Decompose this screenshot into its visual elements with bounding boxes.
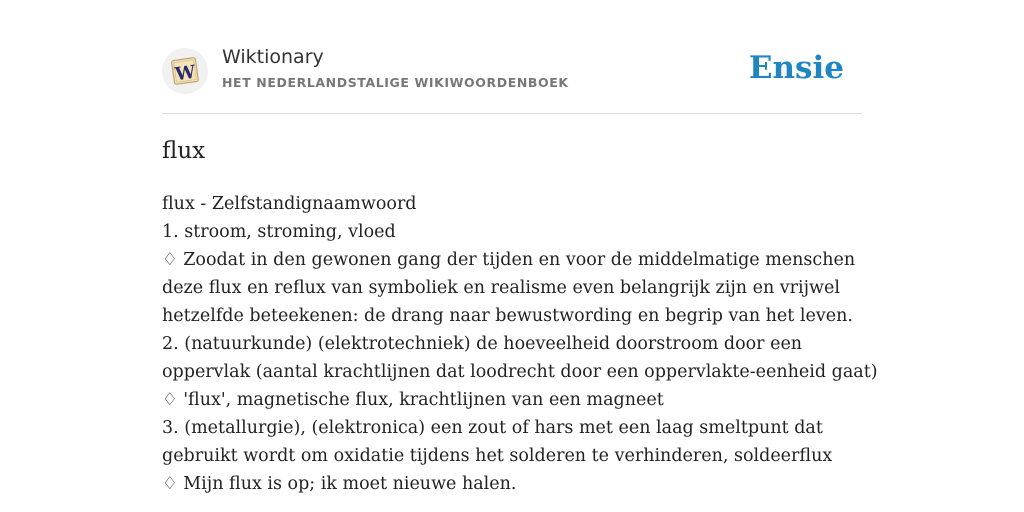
- entry-line: hetzelfde beteekenen: de drang naar bewustwording en begrip van het leven.: [162, 306, 853, 326]
- ensie-brand-link[interactable]: Ensie: [748, 50, 844, 86]
- page: [162, 0, 878, 512]
- site-title[interactable]: Wiktionary: [222, 46, 324, 68]
- entry-line: ♢ 'flux', magnetische flux, krachtlijnen van een magneet: [162, 390, 664, 410]
- entry-line: 2. (natuurkunde) (elektrotechniek) de hoeveelheid doorstroom door een: [162, 334, 803, 354]
- logo-letter: W: [173, 61, 197, 86]
- entry-line: flux - Zelfstandignaamwoord: [162, 194, 417, 214]
- definition-entry: [162, 190, 878, 498]
- entry-line: ♢ Zoodat in den gewonen gang der tijden en voor de middelmatige menschen: [162, 250, 856, 270]
- page-title: flux: [162, 138, 206, 164]
- site-subtitle: HET NEDERLANDSTALIGE WIKIWOORDENBOEK: [222, 75, 569, 90]
- header-divider: [162, 113, 862, 114]
- header: [162, 44, 862, 98]
- entry-line: deze flux en reflux van symboliek en realisme even belangrijk zijn en vrijwel: [162, 278, 840, 298]
- entry-line: 1. stroom, stroming, vloed: [162, 222, 396, 242]
- entry-line: gebruikt wordt om oxidatie tijdens het solderen te verhinderen, soldeerflux: [162, 446, 833, 466]
- entry-line: oppervlak (aantal krachtlijnen dat loodrecht door een oppervlakte-eenheid gaat): [162, 362, 878, 382]
- entry-line: 3. (metallurgie), (elektronica) een zout of hars met een laag smeltpunt dat: [162, 418, 823, 438]
- wiktionary-tile-icon: [168, 54, 202, 88]
- entry-line: ♢ Mijn flux is op; ik moet nieuwe halen.: [162, 474, 517, 494]
- wiktionary-logo[interactable]: [162, 48, 208, 94]
